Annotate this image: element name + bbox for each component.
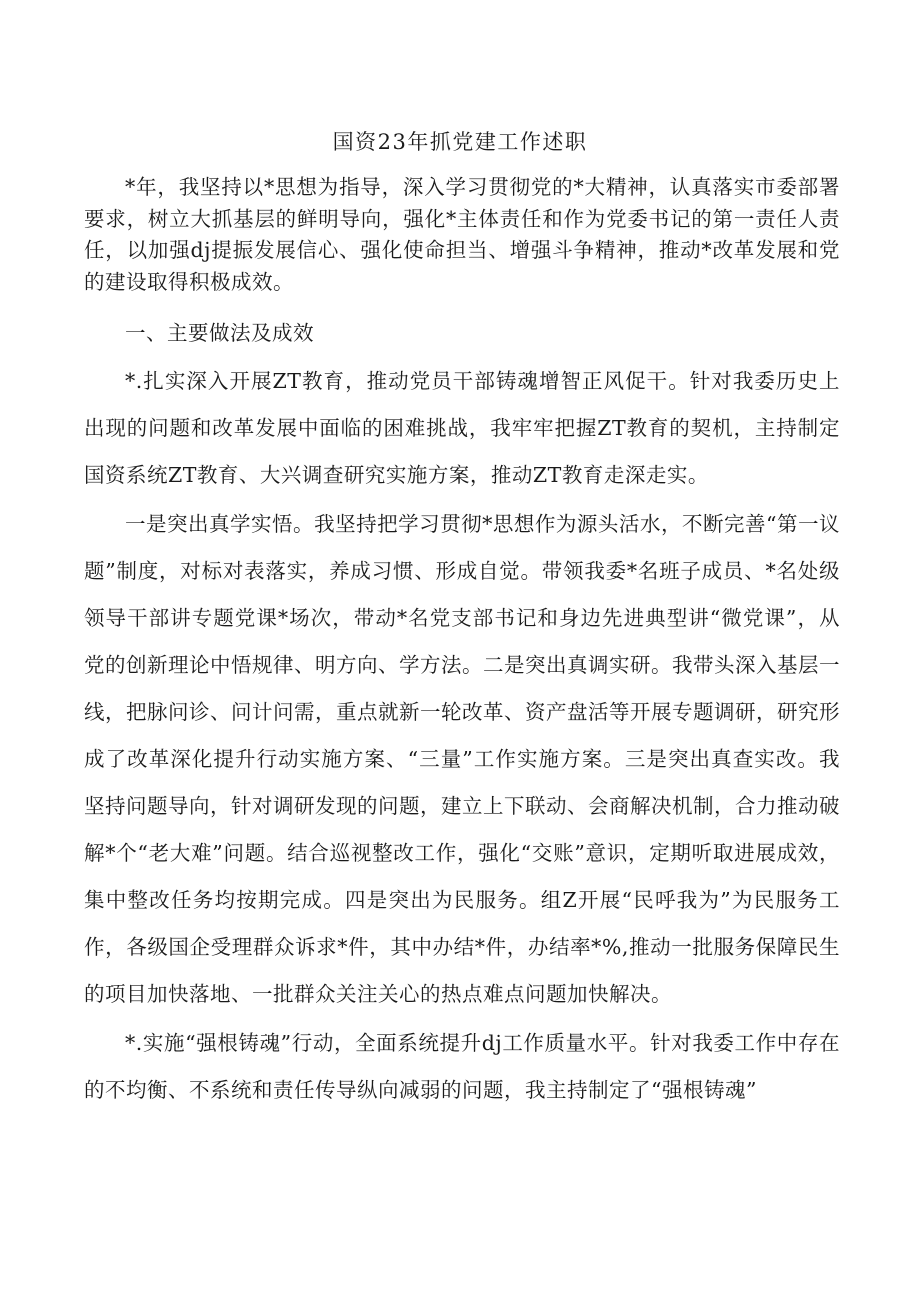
section-heading: 一、主要做法及成效 (125, 321, 314, 345)
section-item-1: *.扎实深入开展ZT教育，推动党员干部铸魂增智正风促干。针对我委历史上出现的问题和改革发展中面临的困难挑战，我牢牢把握ZT教育的契机，主持制定国资系统ZT教育、大兴调查研究实施方案，推动ZT教育走深走实。 (84, 368, 840, 487)
intro-paragraph: *年，我坚持以*思想为指导，深入学习贯彻党的*大精神，认真落实市委部署要求，树立大抓基层的鲜明导向，强化*主体责任和作为党委书记的第一责任人责任，以加强dj提振发展信心、强化使命担当、增强斗争精神，推动*改革发展和党的建设取得积极成效。 (84, 175, 840, 294)
document-title: 国资23年抓党建工作述职 (332, 130, 588, 154)
document-body (84, 172, 840, 1114)
section-item-2: *.实施“强根铸魂”行动，全面系统提升dj工作质量水平。针对我委工作中存在的不均衡、不系统和责任传导纵向减弱的问题，我主持制定了“强根铸魂” (84, 1030, 840, 1102)
section-item-1-details: 一是突出真学实悟。我坚持把学习贯彻*思想作为源头活水，不断完善“第一议题”制度，对标对表落实，养成习惯、形成自觉。带领我委*名班子成员、*名处级领导干部讲专题党课*场次，带动*名党支部书记和身边先进典型讲“微党课”，从党的创新理论中悟规律、明方向、学方法。二是突出真调实研。我带头深入基层一线，把脉问诊、问计问需，重点就新一轮改革、资产盘活等开展专题调研，研究形成了改革深化提升行动实施方案、“三量”工作实施方案。三是突出真查实改。我坚持问题导向，针对调研发现的问题，建立上下联动、会商解决机制，合力推动破解*个“老大难”问题。结合巡视整改工作，强化“交账”意识，定期听取进展成效，集中整改任务均按期完成。四是突出为民服务。组Z开展“民呼我为”为民服务工作，各级国企受理群众诉求*件，其中办结*件，办结率*%,推动一批服务保障民生的项目加快落地、一批群众关注关心的热点难点问题加快解决。 (84, 511, 840, 1006)
